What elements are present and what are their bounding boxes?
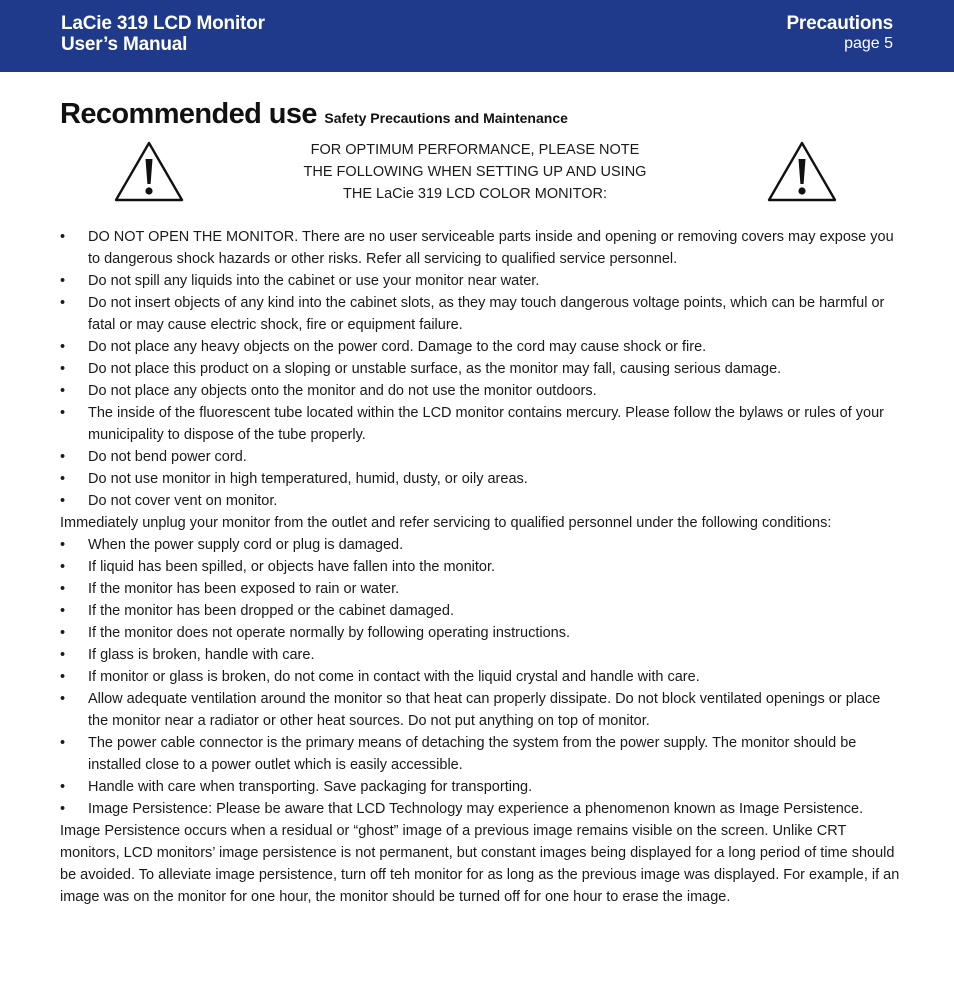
list-item: • DO NOT OPEN THE MONITOR. There are no user serviceable parts inside and opening or removing covers may expose you to dangerous shock hazards or other risks. Refer all servicing to qualified service personnel.	[60, 226, 900, 270]
notice-line: THE LaCie 319 LCD COLOR MONITOR:	[342, 186, 608, 202]
page-title	[60, 98, 568, 131]
list-item: • If the monitor does not operate normally by following operating instructions.	[60, 622, 900, 644]
unplug-intro: Immediately unplug your monitor from the outlet and refer servicing to qualified personnel under the following conditions:	[60, 515, 832, 531]
notice-line: THE FOLLOWING WHEN SETTING UP AND USING	[303, 164, 647, 180]
list-item: • The inside of the fluorescent tube located within the LCD monitor contains mercury. Please follow the bylaws or rules of your municipality to dispose of the tube properly.	[60, 402, 900, 446]
list-item: • Do not place any objects onto the monitor and do not use the monitor outdoors.	[60, 380, 900, 402]
list-item: • Allow adequate ventilation around the monitor so that heat can properly dissipate. Do not block ventilated openings or place the monitor near a radiator or other heat sources. Do not put anything on top of monitor.	[60, 688, 900, 732]
list-item: • If the monitor has been dropped or the cabinet damaged.	[60, 600, 900, 622]
title-main: Recommended use	[60, 98, 317, 130]
warning-triangle-icon	[766, 139, 838, 203]
list-item: • If monitor or glass is broken, do not come in contact with the liquid crystal and handle with care.	[60, 666, 900, 688]
list-item: • Do not bend power cord.	[60, 446, 900, 468]
product-name: LaCie 319 LCD Monitor	[61, 13, 265, 34]
section-title: Precautions	[786, 13, 893, 34]
main-content	[60, 226, 900, 908]
image-persistence-paragraph: Image Persistence occurs when a residual or “ghost” image of a previous image remains visible on the screen. Unlike CRT monitors, LCD monitors’ image persistence is not permanent, but constant images being displayed for a long period of time should be avoided. To alleviate image persistence, turn off teh monitor for as long as the previous image was displayed. For example, if an image was on the monitor for one hour, the monitor should be turned off for one hour to erase the image.	[60, 823, 900, 905]
page-header	[0, 0, 954, 72]
page-number: page 5	[844, 35, 893, 52]
list-item: • Do not spill any liquids into the cabinet or use your monitor near water.	[60, 270, 900, 292]
list-item: • Do not place any heavy objects on the power cord. Damage to the cord may cause shock or fire.	[60, 336, 900, 358]
list-item: • Do not cover vent on monitor.	[60, 490, 900, 512]
list-item: • If liquid has been spilled, or objects have fallen into the monitor.	[60, 556, 900, 578]
title-subtitle: Safety Precautions and Maintenance	[324, 110, 568, 126]
header-right	[786, 13, 893, 54]
warning-triangle-icon	[113, 139, 185, 203]
list-item: • When the power supply cord or plug is damaged.	[60, 534, 900, 556]
notice-line: FOR OPTIMUM PERFORMANCE, PLEASE NOTE	[310, 142, 640, 158]
list-item: • Do not place this product on a sloping or unstable surface, as the monitor may fall, causing serious damage.	[60, 358, 900, 380]
list-item: • Handle with care when transporting. Save packaging for transporting.	[60, 776, 900, 798]
list-item: • The power cable connector is the primary means of detaching the system from the power supply. The monitor should be installed close to a power outlet which is easily accessible.	[60, 732, 900, 776]
service-conditions-list	[60, 534, 900, 820]
list-item: • If the monitor has been exposed to rain or water.	[60, 578, 900, 600]
safety-list	[60, 226, 900, 512]
list-item: • Do not use monitor in high temperatured, humid, dusty, or oily areas.	[60, 468, 900, 490]
header-left	[61, 13, 265, 55]
manual-name: User’s Manual	[61, 34, 188, 55]
list-item: • Do not insert objects of any kind into the cabinet slots, as they may touch dangerous voltage points, which can be harmful or fatal or may cause electric shock, fire or equipment failure.	[60, 292, 900, 336]
list-item: • If glass is broken, handle with care.	[60, 644, 900, 666]
list-item: • Image Persistence: Please be aware that LCD Technology may experience a phenomenon known as Image Persistence.	[60, 798, 900, 820]
notice-block	[250, 139, 700, 205]
